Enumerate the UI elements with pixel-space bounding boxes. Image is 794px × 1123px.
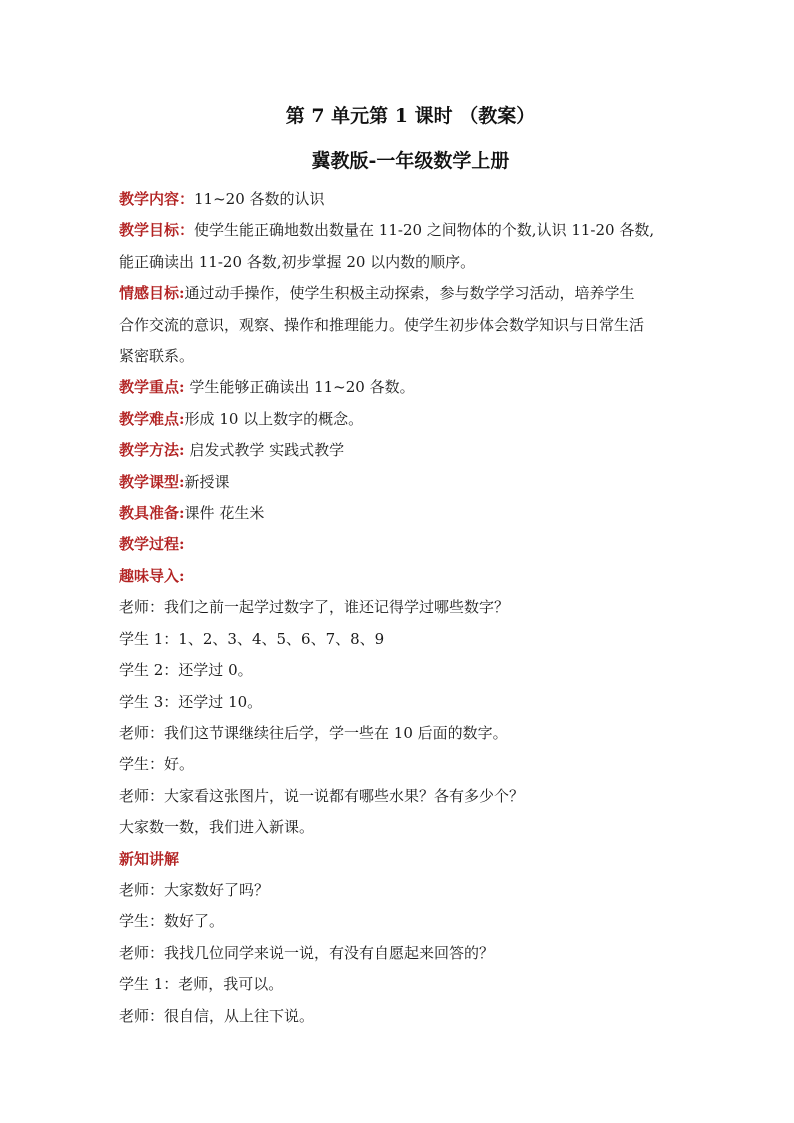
dialogue-line: 老师：大家数好了吗？: [119, 880, 270, 899]
page-subtitle: 冀教版-一年级数学上册: [311, 150, 510, 172]
process-heading: [119, 529, 698, 560]
item-text: 形成 10 以上数字的概念。: [184, 409, 364, 428]
item-label: 教学课型:: [119, 472, 185, 491]
item-label: 教学方法:: [119, 441, 185, 460]
item-text: 启发式教学 实践式教学: [184, 441, 345, 460]
item-continuation: 紧密联系。: [119, 347, 195, 366]
materials-item: [119, 498, 698, 529]
dialogue-line: 学生 1：老师，我可以。: [119, 975, 284, 994]
dialogue-line: 学生 3：还学过 10。: [119, 692, 263, 711]
item-text: 课件 花生米: [184, 504, 265, 523]
lesson-type-item: [119, 467, 698, 498]
item-text: 11~20 各数的认识: [194, 190, 325, 208]
item-text: 通过动手操作，使学生积极主动探索，参与数学学习活动，培养学生: [184, 284, 635, 303]
intro-heading: [119, 561, 698, 592]
dialogue-line: 老师：大家看这张图片，说一说都有哪些水果？各有多少个？: [119, 786, 525, 805]
section-label: 新知讲解: [119, 849, 180, 868]
dialogue-line: 学生 2：还学过 0。: [119, 661, 253, 680]
objective-item: [119, 215, 698, 246]
item-label: 教学目标：: [119, 221, 195, 240]
dialogue-line: 大家数一数，我们进入新课。: [119, 818, 315, 837]
emotion-goal-item: [119, 278, 698, 309]
item-text: 新授课: [184, 472, 230, 491]
item-text: 使学生能正确地数出数量在 11-20 之间物体的个数,认识 11-20 各数,: [194, 221, 655, 240]
item-label: 教学难点:: [119, 409, 185, 428]
dialogue-line: 学生 1：1、2、3、4、5、6、7、8、9: [119, 629, 385, 648]
new-knowledge-heading: [119, 844, 698, 875]
item-continuation: 合作交流的意识，观察、操作和推理能力。使学生初步体会数学知识与日常生活: [119, 315, 645, 334]
item-label: 教学内容：: [119, 190, 195, 208]
item-label: 情感目标:: [119, 284, 185, 303]
item-label: 趣味导入:: [119, 566, 185, 585]
item-label: 教具准备:: [119, 504, 185, 523]
difficulty-item: [119, 404, 698, 435]
item-label: 教学重点:: [119, 378, 185, 397]
method-item: [119, 435, 698, 466]
dialogue-line: 老师：我找几位同学来说一说，有没有自愿起来回答的？: [119, 943, 495, 962]
page-title: 第 7 单元第 1 课时 （教案）: [285, 105, 536, 127]
key-point-item: [119, 372, 698, 403]
item-continuation: 能正确读出 11-20 各数,初步掌握 20 以内数的顺序。: [119, 252, 476, 271]
dialogue-line: 学生：好。: [119, 755, 195, 774]
item-label: 教学过程:: [119, 535, 185, 554]
dialogue-line: 老师：很自信，从上往下说。: [119, 1006, 315, 1025]
dialogue-line: 老师：我们之前一起学过数字了，谁还记得学过哪些数字？: [119, 598, 510, 617]
content-item: [119, 184, 698, 215]
dialogue-line: 老师：我们这节课继续往后学，学一些在 10 后面的数字。: [119, 723, 508, 742]
dialogue-line: 学生：数好了。: [119, 912, 225, 931]
item-text: 学生能够正确读出 11~20 各数。: [184, 378, 415, 397]
